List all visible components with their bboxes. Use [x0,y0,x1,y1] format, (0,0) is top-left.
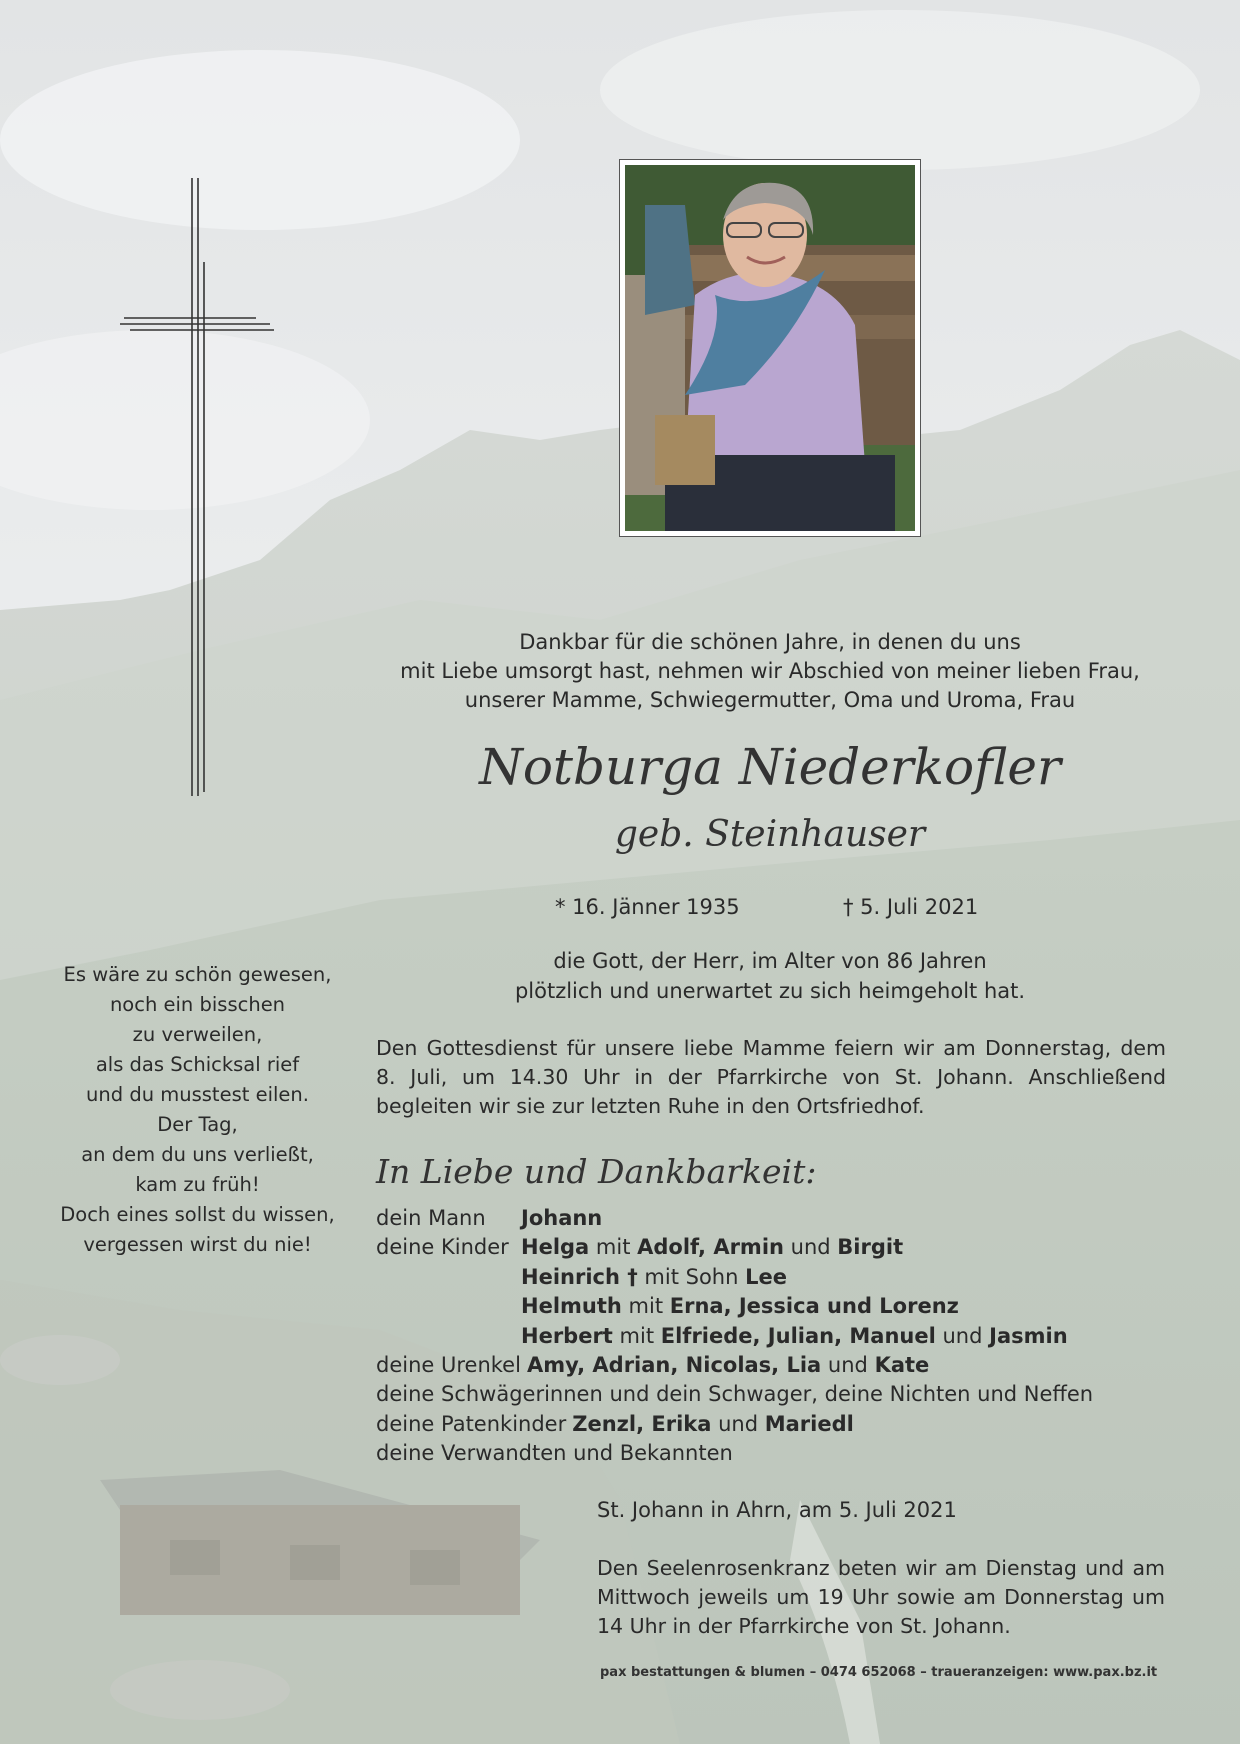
poem-line: noch ein bisschen [109,993,286,1016]
family-row-children [376,1233,1196,1262]
family-label: deine Urenkel [376,1352,521,1377]
poem-line: kam zu früh! [135,1173,260,1196]
intro-text [340,628,1200,715]
deceased-name: Notburga Niederkofler [479,738,1061,796]
service-line: begleiten wir sie zur letzten Ruhe in den Ortsfriedhof. [376,1094,925,1118]
footer-credit: pax bestattungen & blumen – 0474 652068 – traueranzeigen: www.pax.bz.it [600,1665,1158,1680]
cross-icon [120,176,276,798]
age-text [340,946,1200,1006]
portrait-frame [619,159,921,537]
family-connector: und [790,1235,831,1260]
family-row-child [376,1322,1196,1351]
place-date: St. Johann in Ahrn, am 5. Juli 2021 [597,1498,957,1522]
family-row-inlaws [376,1380,1196,1409]
family-name: Mariedl [764,1411,854,1436]
rosary-text [597,1554,1165,1641]
family-row-greatgrandchildren [376,1351,1196,1380]
intro-line: mit Liebe umsorgt hast, nehmen wir Abschied von meiner lieben Frau, [400,659,1140,683]
poem [40,960,355,1260]
family-name: Johann [521,1206,603,1230]
family-name: Helga [521,1235,590,1260]
family-name: Elfriede, Julian, Manuel [660,1323,936,1348]
family-row-godchildren [376,1410,1196,1439]
portrait-photo [625,165,915,531]
family-label: deine Kinder [376,1235,509,1260]
age-line: plötzlich und unerwartet zu sich heimgeholt hat. [514,979,1026,1003]
death-date: † 5. Juli 2021 [843,895,979,919]
family-name: Herbert [521,1323,613,1348]
intro-line: unserer Mamme, Schwiegermutter, Oma und Uroma, Frau [464,688,1076,712]
poem-line: vergessen wirst du nie! [83,1233,312,1256]
age-line: die Gott, der Herr, im Alter von 86 Jahren [553,949,987,973]
rosary-line: Den Seelenrosenkranz beten wir am Dienstag und am [597,1556,1165,1580]
family-name: Adolf, Armin [637,1235,784,1260]
service-line: 8. Juli, um 14.30 Uhr in der Pfarrkirche von St. Johann. Anschließend [376,1065,1166,1089]
family-name: Lee [745,1264,787,1289]
family-name: Zenzl, Erika [572,1411,712,1436]
family-text: deine Verwandten und Bekannten [376,1441,733,1466]
family-connector: mit [619,1323,655,1348]
family-heading: In Liebe und Dankbarkeit: [376,1152,817,1191]
family-label: dein Mann [376,1206,486,1230]
poem-line: Der Tag, [157,1113,238,1136]
family-list [376,1204,1196,1469]
family-name: Kate [874,1352,930,1377]
family-name: Birgit [837,1235,904,1260]
poem-line: Doch eines sollst du wissen, [60,1203,335,1226]
service-line: Den Gottesdienst für unsere liebe Mamme feiern wir am Donnerstag, dem [376,1036,1166,1060]
service-text [376,1034,1166,1121]
family-row-husband [376,1204,1196,1233]
rosary-line: Mittwoch jeweils um 19 Uhr sowie am Donnerstag um [597,1585,1165,1609]
family-text: deine Schwägerinnen und dein Schwager, deine Nichten und Neffen [376,1382,1094,1407]
maiden-name: geb. Steinhauser [614,814,926,855]
family-label: deine Patenkinder [376,1411,567,1436]
family-name: Amy, Adrian, Nicolas, Lia [526,1352,822,1377]
intro-line: Dankbar für die schönen Jahre, in denen du uns [519,630,1021,654]
family-connector: mit Sohn [644,1264,739,1289]
family-connector: und [718,1411,759,1436]
family-connector: mit [595,1235,631,1260]
poem-line: Es wäre zu schön gewesen, [63,963,332,986]
family-row-relatives [376,1439,1196,1468]
family-name: Jasmin [989,1323,1068,1348]
rosary-line: 14 Uhr in der Pfarrkirche von St. Johann. [597,1614,1011,1638]
family-name: Helmuth [521,1294,622,1319]
family-connector: und [827,1352,868,1377]
poem-line: an dem du uns verließt, [81,1143,314,1166]
poem-line: zu verweilen, [132,1023,263,1046]
poem-line: als das Schicksal rief [95,1053,300,1076]
family-connector: und [942,1323,983,1348]
family-name: Erna, Jessica und Lorenz [669,1294,959,1319]
family-row-child [376,1263,1196,1292]
poem-line: und du musstest eilen. [86,1083,309,1106]
family-connector: mit [628,1294,664,1319]
family-name: Heinrich † [521,1264,638,1289]
birth-date: * 16. Jänner 1935 [555,895,740,919]
family-row-child [376,1292,1196,1321]
